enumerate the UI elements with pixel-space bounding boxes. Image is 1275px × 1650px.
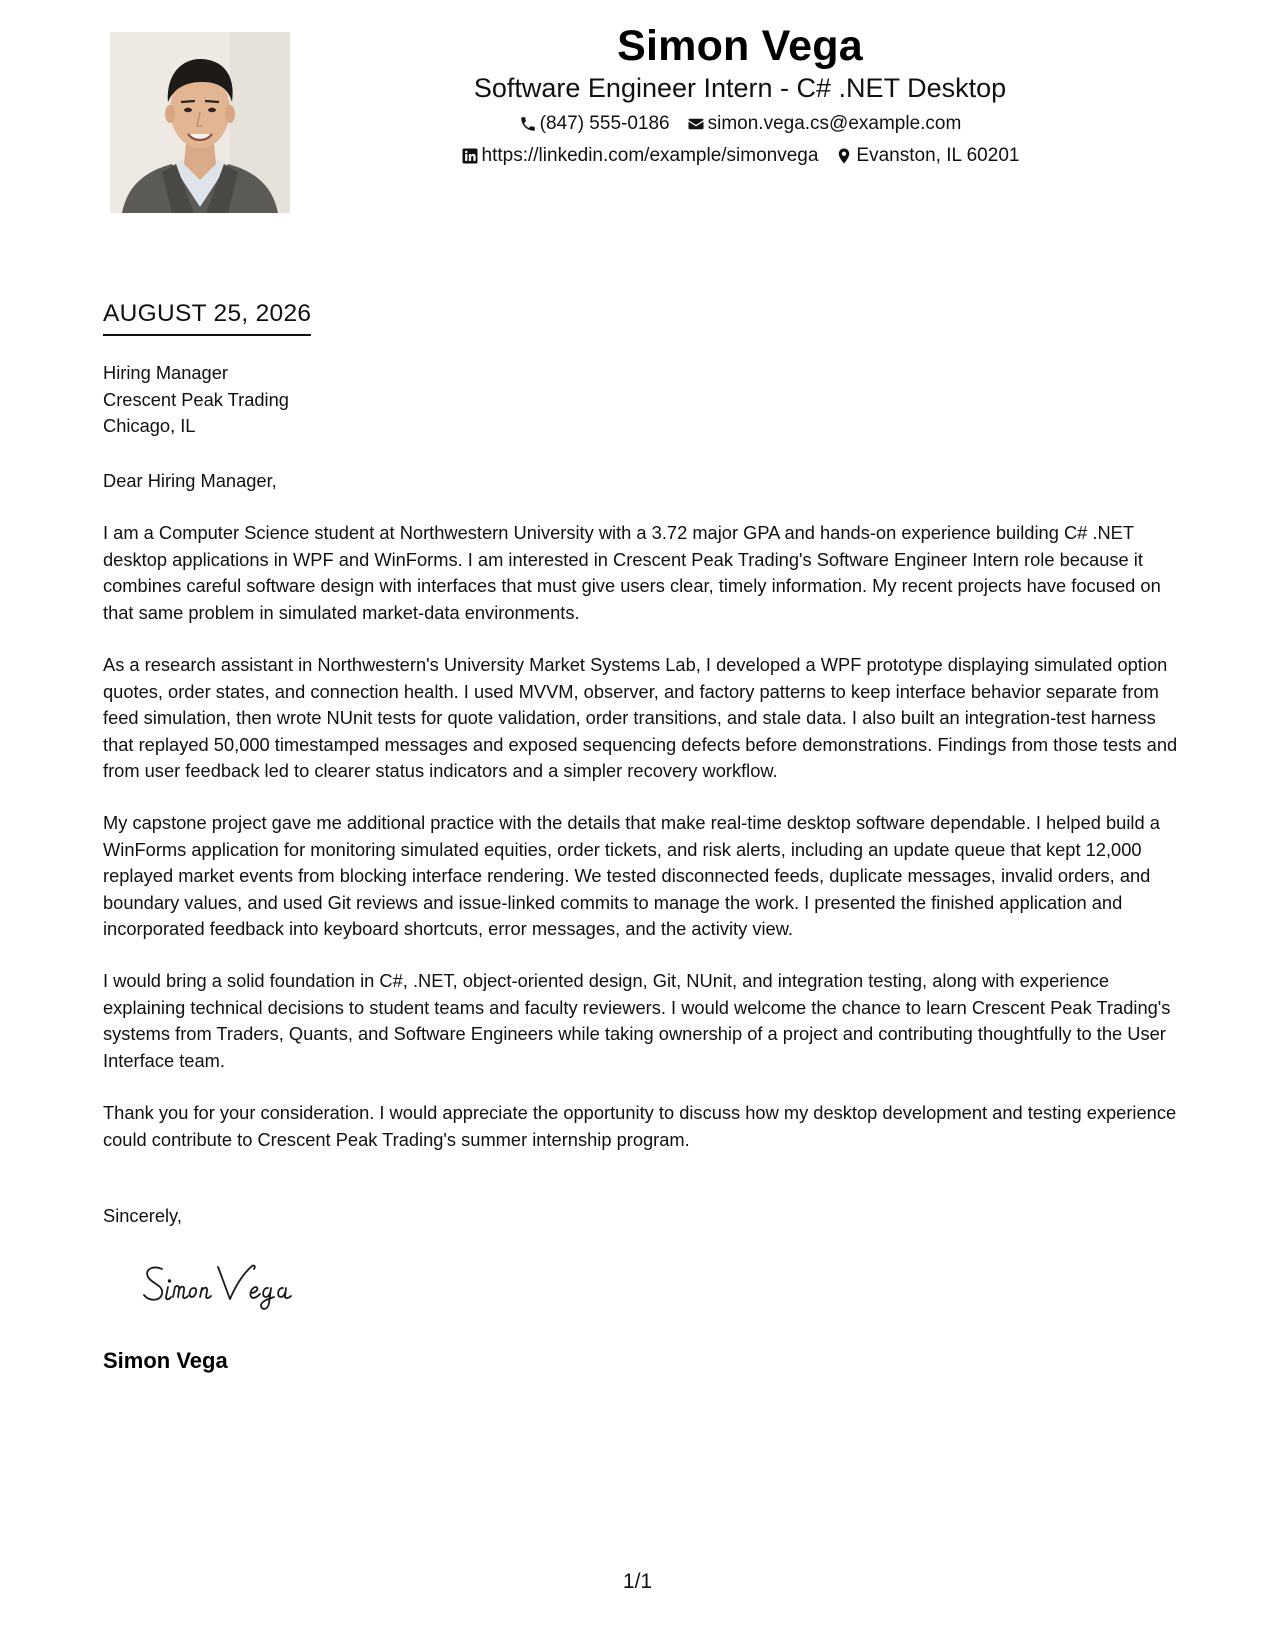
portrait-image: [110, 32, 290, 213]
paragraph-text: I am a Computer Science student at Northwestern University with a 3.72 major GPA and hands-on experience building C# .NET desktop applications in WPF and WinForms. I am interested in Crescent Peak Trading's Software Engineer Intern role because it combines careful software design with interfaces that must give users clear, timely information. My recent projects have focused on that same problem in simulated market-data environments.: [103, 522, 1161, 623]
linkedin-text: https://linkedin.com/example/simonvega: [481, 145, 819, 166]
salutation: [103, 468, 1183, 495]
email-contact[interactable]: [687, 113, 962, 135]
applicant-title: Software Engineer Intern - C# .NET Desktop: [473, 73, 1007, 103]
contact-row-primary: [300, 113, 1180, 135]
body-paragraph: [103, 810, 1183, 943]
recipient-address: [103, 360, 289, 440]
body-paragraph: [103, 520, 1183, 626]
signer-name: Simon Vega: [103, 1348, 228, 1373]
paragraph-text: I would bring a solid foundation in C#, .NET, object-oriented design, Git, NUnit, and integration testing, along with experience explaining technical decisions to student teams and faculty reviewers. I would welcome the chance to learn Crescent Peak Trading's systems from Traders, Quants, and Software Engineers while taking ownership of a project and contributing thoughtfully to the User Interface team.: [103, 970, 1171, 1071]
phone-text: (847) 555-0186: [539, 113, 670, 134]
location-text: Evanston, IL 60201: [856, 145, 1020, 166]
phone-icon: [519, 115, 537, 133]
envelope-icon: [687, 115, 705, 133]
salutation-text: Dear Hiring Manager,: [103, 470, 277, 491]
paragraph-text: Thank you for your consideration. I would appreciate the opportunity to discuss how my desktop development and testing experience could contribute to Crescent Peak Trading's summer internship program.: [103, 1102, 1177, 1150]
paragraph-text: My capstone project gave me additional practice with the details that make real-time desktop software dependable. I helped build a WinForms application for monitoring simulated equities, order tickets, and risk alerts, including an update queue that kept 12,000 replayed market events from blocking interface rendering. We tested disconnected feeds, duplicate messages, invalid orders, and boundary values, and used Git reviews and issue-linked commits to manage the work. I presented the finished application and incorporated feedback into keyboard shortcuts, error messages, and the activity view.: [103, 812, 1160, 939]
closing-text: Sincerely,: [103, 1205, 182, 1226]
closing: [103, 1203, 1183, 1230]
email-text: simon.vega.cs@example.com: [707, 113, 962, 134]
body-paragraph: [103, 652, 1183, 785]
linkedin-icon: [461, 147, 479, 165]
contact-row-secondary: [300, 145, 1180, 167]
letter-date: AUGUST 25, 2026: [103, 300, 311, 336]
profile-photo: [110, 32, 290, 213]
body-paragraph: [103, 1100, 1183, 1153]
location-contact: [835, 145, 1019, 167]
page-number: 1/1: [622, 1570, 653, 1593]
recipient-line: Chicago, IL: [103, 415, 196, 436]
recipient-line: Crescent Peak Trading: [103, 388, 289, 410]
phone-contact[interactable]: [519, 113, 670, 135]
handwritten-signature: [140, 1257, 330, 1312]
recipient-line: Hiring Manager: [103, 362, 228, 383]
map-pin-icon: [835, 147, 853, 165]
applicant-name: Simon Vega: [617, 22, 863, 70]
linkedin-contact[interactable]: [461, 145, 819, 167]
paragraph-text: As a research assistant in Northwestern's University Market Systems Lab, I developed a WPF prototype displaying simulated option quotes, order states, and connection health. I used MVVM, observer, and factory patterns to keep interface behavior separate from feed simulation, then wrote NUnit tests for quote validation, order transitions, and stale data. I also built an integration-test harness that replayed 50,000 timestamped messages and exposed sequencing defects before demonstrations. Findings from those tests and from user feedback led to clearer status indicators and a simpler recovery workflow.: [103, 654, 1178, 781]
body-paragraph: [103, 968, 1183, 1074]
